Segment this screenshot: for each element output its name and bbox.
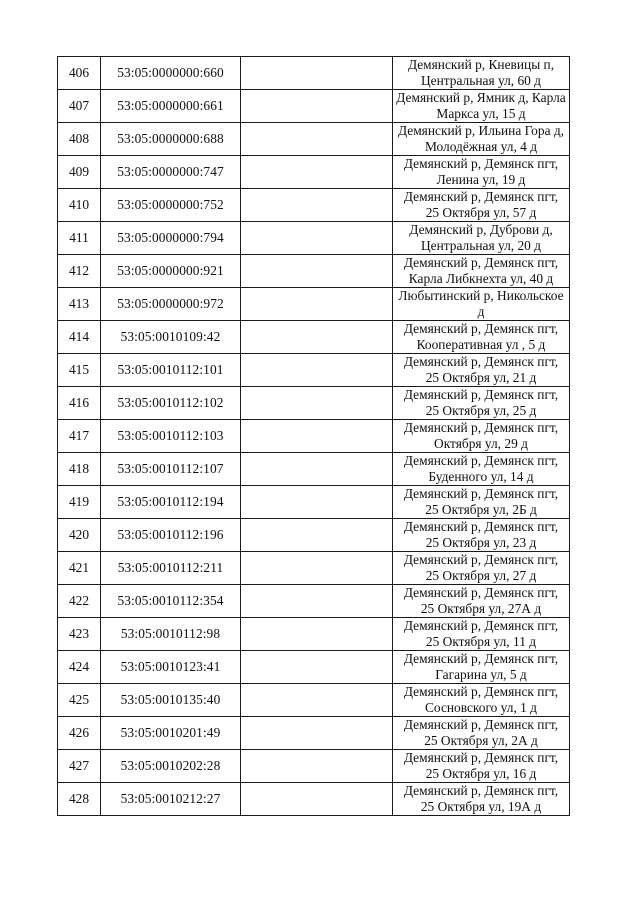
address-line-1: Демянский р, Демянск пгт,	[403, 354, 559, 369]
empty-cell	[241, 783, 393, 816]
cadastral-number: 53:05:0000000:747	[101, 156, 241, 189]
empty-cell	[241, 189, 393, 222]
cadastral-number: 53:05:0000000:661	[101, 90, 241, 123]
row-number: 414	[58, 321, 101, 354]
address-line-1: Демянский р, Демянск пгт,	[403, 420, 559, 435]
row-number: 426	[58, 717, 101, 750]
address-line-1: Демянский р, Демянск пгт,	[403, 321, 559, 336]
address-line-1: Демянский р, Демянск пгт,	[403, 255, 559, 270]
address-cell	[393, 57, 570, 90]
address-line-2: 25 Октября ул, 21 д	[425, 370, 537, 385]
row-number: 427	[58, 750, 101, 783]
table-row	[58, 552, 570, 585]
cadastral-number: 53:05:0000000:752	[101, 189, 241, 222]
row-number: 415	[58, 354, 101, 387]
empty-cell	[241, 387, 393, 420]
address-line-2: Маркса ул, 15 д	[436, 106, 526, 121]
table-row	[58, 420, 570, 453]
table-body	[58, 57, 570, 816]
address-line-2: Октября ул, 29 д	[434, 436, 528, 451]
address-line-2: 25 Октября ул, 19А д	[420, 799, 542, 814]
table-row	[58, 57, 570, 90]
row-number: 418	[58, 453, 101, 486]
table-row	[58, 156, 570, 189]
empty-cell	[241, 552, 393, 585]
empty-cell	[241, 453, 393, 486]
cadastral-number: 53:05:0010112:98	[101, 618, 241, 651]
address-line-1: Демянский р, Демянск пгт,	[403, 651, 559, 666]
address-cell	[393, 123, 570, 156]
address-cell	[393, 519, 570, 552]
address-cell	[393, 156, 570, 189]
address-cell	[393, 354, 570, 387]
row-number: 410	[58, 189, 101, 222]
row-number: 428	[58, 783, 101, 816]
address-line-1: Демянский р, Демянск пгт,	[403, 519, 559, 534]
address-line-2: Центральная ул, 20 д	[421, 238, 541, 253]
table-row	[58, 288, 570, 321]
address-cell	[393, 90, 570, 123]
cadastral-number: 53:05:0010212:27	[101, 783, 241, 816]
row-number: 411	[58, 222, 101, 255]
table-row	[58, 453, 570, 486]
empty-cell	[241, 156, 393, 189]
empty-cell	[241, 750, 393, 783]
address-line-2: 25 Октября ул, 25 д	[425, 403, 537, 418]
table-row	[58, 618, 570, 651]
address-line-2: Карла Либкнехта ул, 40 д	[408, 271, 554, 286]
table-row	[58, 750, 570, 783]
row-number: 409	[58, 156, 101, 189]
row-number: 408	[58, 123, 101, 156]
row-number: 420	[58, 519, 101, 552]
table-row	[58, 222, 570, 255]
row-number: 419	[58, 486, 101, 519]
cadastral-number: 53:05:0010112:211	[101, 552, 241, 585]
cadastral-number: 53:05:0010112:101	[101, 354, 241, 387]
address-cell	[393, 585, 570, 618]
address-line-2: Молодёжная ул, 4 д	[424, 139, 538, 154]
table-row	[58, 717, 570, 750]
empty-cell	[241, 651, 393, 684]
cadastral-number: 53:05:0010112:107	[101, 453, 241, 486]
address-line-2: 25 Октября ул, 11 д	[425, 634, 537, 649]
address-line-1: Демянский р, Демянск пгт,	[403, 783, 559, 798]
address-line-1: Любытинский р, Никольское	[398, 288, 564, 303]
address-cell	[393, 651, 570, 684]
address-line-2: Сосновского ул, 1 д	[424, 700, 537, 715]
cadastral-number: 53:05:0010112:102	[101, 387, 241, 420]
table-row	[58, 354, 570, 387]
cadastral-number: 53:05:0010112:196	[101, 519, 241, 552]
table-row	[58, 519, 570, 552]
cadastral-number: 53:05:0000000:921	[101, 255, 241, 288]
empty-cell	[241, 57, 393, 90]
empty-cell	[241, 684, 393, 717]
row-number: 417	[58, 420, 101, 453]
row-number: 421	[58, 552, 101, 585]
address-line-2: Гагарина ул, 5 д	[435, 667, 527, 682]
address-line-1: Демянский р, Демянск пгт,	[403, 750, 559, 765]
address-line-1: Демянский р, Ямник д, Карла	[396, 90, 566, 105]
address-line-2: Буденного ул, 14 д	[428, 469, 534, 484]
table-row	[58, 321, 570, 354]
cadastral-number: 53:05:0010109:42	[101, 321, 241, 354]
empty-cell	[241, 354, 393, 387]
address-cell	[393, 321, 570, 354]
empty-cell	[241, 519, 393, 552]
empty-cell	[241, 486, 393, 519]
table-row	[58, 189, 570, 222]
cadastral-number: 53:05:0010123:41	[101, 651, 241, 684]
row-number: 423	[58, 618, 101, 651]
address-line-2: д	[477, 304, 485, 319]
address-line-2: 25 Октября ул, 27 д	[425, 568, 537, 583]
address-line-2: 25 Октября ул, 23 д	[425, 535, 537, 550]
address-line-1: Демянский р, Демянск пгт,	[403, 189, 559, 204]
address-line-2: Кооперативная ул , 5 д	[416, 337, 546, 352]
address-cell	[393, 750, 570, 783]
table-row	[58, 651, 570, 684]
row-number: 412	[58, 255, 101, 288]
cadastral-number: 53:05:0000000:660	[101, 57, 241, 90]
table-row	[58, 486, 570, 519]
address-line-1: Демянский р, Демянск пгт,	[403, 585, 559, 600]
address-line-2: 25 Октября ул, 57 д	[425, 205, 537, 220]
empty-cell	[241, 288, 393, 321]
address-cell	[393, 255, 570, 288]
row-number: 425	[58, 684, 101, 717]
address-line-1: Демянский р, Демянск пгт,	[403, 486, 559, 501]
address-cell	[393, 453, 570, 486]
address-line-1: Демянский р, Ильина Гора д,	[397, 123, 565, 138]
empty-cell	[241, 420, 393, 453]
cadastral-number: 53:05:0010112:103	[101, 420, 241, 453]
cadastral-number: 53:05:0000000:688	[101, 123, 241, 156]
table-row	[58, 387, 570, 420]
address-line-1: Демянский р, Демянск пгт,	[403, 684, 559, 699]
address-cell	[393, 783, 570, 816]
address-line-2: 25 Октября ул, 27А д	[420, 601, 542, 616]
table-row	[58, 90, 570, 123]
cadastral-number: 53:05:0010202:28	[101, 750, 241, 783]
empty-cell	[241, 321, 393, 354]
address-line-1: Демянский р, Дуброви д,	[409, 222, 553, 237]
address-cell	[393, 552, 570, 585]
empty-cell	[241, 585, 393, 618]
address-line-1: Демянский р, Демянск пгт,	[403, 618, 559, 633]
empty-cell	[241, 90, 393, 123]
empty-cell	[241, 222, 393, 255]
address-cell	[393, 684, 570, 717]
cadastral-number: 53:05:0000000:794	[101, 222, 241, 255]
address-line-2: 25 Октября ул, 16 д	[425, 766, 537, 781]
table-row	[58, 123, 570, 156]
address-line-1: Демянский р, Демянск пгт,	[403, 717, 559, 732]
row-number: 422	[58, 585, 101, 618]
address-line-1: Демянский р, Демянск пгт,	[403, 453, 559, 468]
address-line-2: 25 Октября ул, 2Б д	[425, 502, 537, 517]
cadastral-number: 53:05:0010135:40	[101, 684, 241, 717]
table-row	[58, 585, 570, 618]
empty-cell	[241, 255, 393, 288]
table-row	[58, 684, 570, 717]
row-number: 416	[58, 387, 101, 420]
address-line-2: Центральная ул, 60 д	[421, 73, 541, 88]
records-table	[57, 56, 570, 816]
table-row	[58, 255, 570, 288]
address-line-1: Демянский р, Демянск пгт,	[403, 552, 559, 567]
address-cell	[393, 222, 570, 255]
address-line-1: Демянский р, Демянск пгт,	[403, 387, 559, 402]
row-number: 407	[58, 90, 101, 123]
cadastral-number: 53:05:0010112:194	[101, 486, 241, 519]
address-cell	[393, 717, 570, 750]
address-cell	[393, 189, 570, 222]
table-row	[58, 783, 570, 816]
row-number: 413	[58, 288, 101, 321]
address-cell	[393, 387, 570, 420]
address-line-2: 25 Октября ул, 2А д	[424, 733, 538, 748]
address-cell	[393, 486, 570, 519]
cadastral-number: 53:05:0010201:49	[101, 717, 241, 750]
address-line-1: Демянский р, Кневицы п,	[407, 57, 555, 72]
address-cell	[393, 420, 570, 453]
address-cell	[393, 288, 570, 321]
address-cell	[393, 618, 570, 651]
empty-cell	[241, 123, 393, 156]
row-number: 406	[58, 57, 101, 90]
cadastral-number: 53:05:0000000:972	[101, 288, 241, 321]
address-line-1: Демянский р, Демянск пгт,	[403, 156, 559, 171]
empty-cell	[241, 717, 393, 750]
row-number: 424	[58, 651, 101, 684]
address-line-2: Ленина ул, 19 д	[436, 172, 526, 187]
empty-cell	[241, 618, 393, 651]
cadastral-number: 53:05:0010112:354	[101, 585, 241, 618]
